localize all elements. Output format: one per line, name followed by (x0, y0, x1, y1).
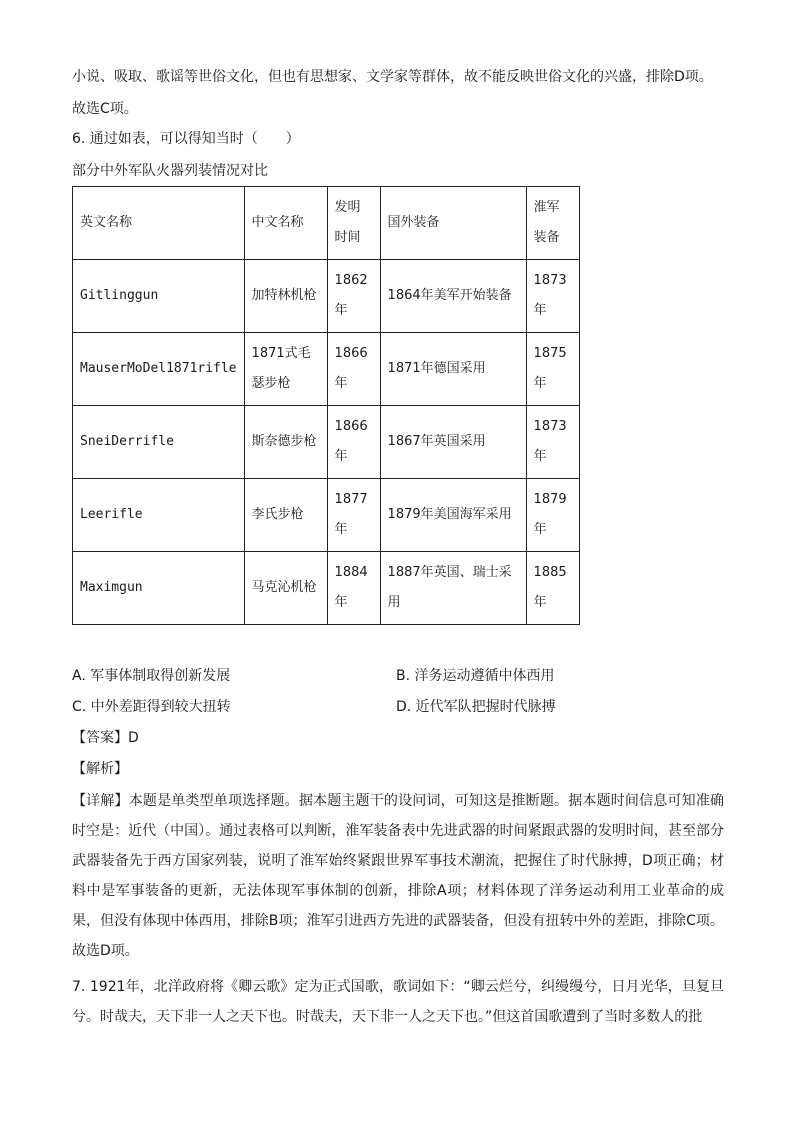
cell-huai-equipment: 1873年 (526, 406, 579, 479)
header-invention-time: 发明时间 (327, 187, 380, 260)
option-d: D. 近代军队把握时代脉搏 (396, 699, 556, 715)
cell-invention-year: 1866年 (327, 406, 380, 479)
header-huai-army-equipment: 淮军装备 (526, 187, 579, 260)
cell-foreign-equipment: 1864年美军开始装备 (380, 260, 526, 333)
cell-huai-equipment: 1885年 (526, 552, 579, 625)
cell-foreign-equipment: 1887年英国、瑞士采用 (380, 552, 526, 625)
cell-huai-equipment: 1873年 (526, 260, 579, 333)
cell-chinese-name: 李氏步枪 (244, 479, 327, 552)
cell-english-name: SneiDerrifle (73, 406, 245, 479)
cell-english-name: Leerifle (73, 479, 245, 552)
prev-answer-line: 小说、吸取、歌谣等世俗文化，但也有思想家、文学家等群体，故不能反映世俗文化的兴盛，排除D项。 (72, 69, 713, 85)
answer-label: 【答案】D (72, 730, 139, 746)
cell-chinese-name: 1871式毛瑟步枪 (244, 333, 327, 406)
cell-english-name: Maximgun (73, 552, 245, 625)
weapons-table (72, 186, 580, 625)
option-a: A. 军事体制取得创新发展 (72, 668, 231, 684)
cell-invention-year: 1884年 (327, 552, 380, 625)
header-english-name: 英文名称 (73, 187, 245, 260)
prev-answer-conclusion: 故选C项。 (72, 101, 138, 117)
cell-english-name: Gitlinggun (73, 260, 245, 333)
table-row (73, 260, 580, 333)
table-header-row (73, 187, 580, 260)
cell-invention-year: 1862年 (327, 260, 380, 333)
header-foreign-equipment: 国外装备 (380, 187, 526, 260)
cell-huai-equipment: 1875年 (526, 333, 579, 406)
analysis-paragraph: 【详解】本题是单类型单项选择题。据本题主题干的设问词，可知这是推断题。据本题时间信息可知准确时空是：近代（中国）。通过表格可以判断，淮军装备表中先进武器的时间紧跟武器的发明时间，甚至部分武器装备先于西方国家列装，说明了淮军始终紧跟世界军事技术潮流，把握住了时代脉搏，D项正确；材料中是军事装备的更新，无法体现军事体制的创新，排除A项；材料体现了洋务运动利用工业革命的成果，但没有体现中体西用，排除B项；淮军引进西方先进的武器装备，但没有扭转中外的差距，排除C项。故选D项。 (72, 793, 724, 959)
table-row (73, 479, 580, 552)
cell-chinese-name: 加特林机枪 (244, 260, 327, 333)
cell-chinese-name: 马克沁机枪 (244, 552, 327, 625)
table-row (73, 333, 580, 406)
header-chinese-name: 中文名称 (244, 187, 327, 260)
analysis-label: 【解析】 (72, 761, 128, 777)
table-row (73, 406, 580, 479)
table-caption: 部分中外军队火器列装情况对比 (72, 163, 268, 179)
cell-foreign-equipment: 1867年英国采用 (380, 406, 526, 479)
cell-invention-year: 1877年 (327, 479, 380, 552)
cell-foreign-equipment: 1879年美国海军采用 (380, 479, 526, 552)
option-c: C. 中外差距得到较大扭转 (72, 699, 231, 715)
option-b: B. 洋务运动遵循中体西用 (396, 668, 555, 684)
cell-invention-year: 1866年 (327, 333, 380, 406)
question-6-stem: 6. 通过如表，可以得知当时（ ） (72, 131, 300, 147)
cell-chinese-name: 斯奈德步枪 (244, 406, 327, 479)
question-7-text: 7. 1921年，北洋政府将《卿云歌》定为正式国歌，歌词如下：“卿云烂兮，纠缦缦兮，日月光华，旦复旦兮。时哉夫，天下非一人之天下也。时哉夫，天下非一人之天下也。”但这首国歌遭到了当时多数人的批 (72, 979, 724, 1025)
cell-english-name: MauserMoDel1871rifle (73, 333, 245, 406)
table-row (73, 552, 580, 625)
cell-foreign-equipment: 1871年德国采用 (380, 333, 526, 406)
cell-huai-equipment: 1879年 (526, 479, 579, 552)
